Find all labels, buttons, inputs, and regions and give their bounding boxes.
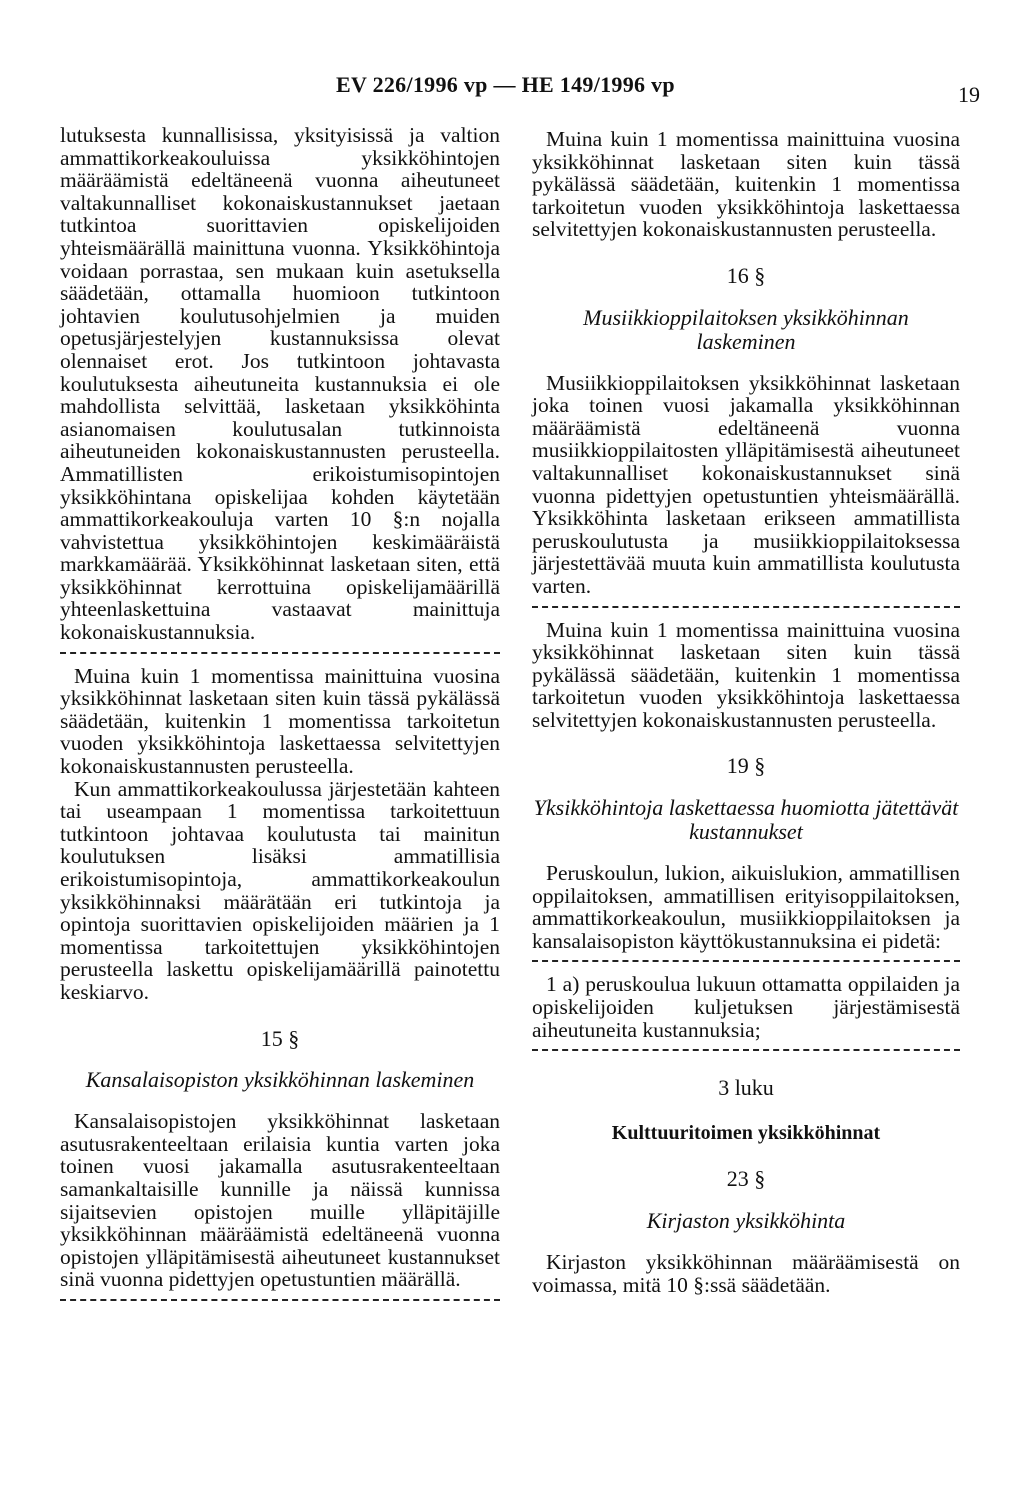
header-title: EV 226/1996 vp — HE 149/1996 vp: [336, 72, 675, 97]
left-paragraph-1: lutuksesta kunnallisissa, yksityisissä ja valtion ammattikorkeakouluissa yksikköhintojen määräämistä edeltäneenä vuonna aiheutuneet valtakunnalliset kokonaiskustannukset jaetaan tutkintoa suorittavien opiskelijoiden yhteismäärällä mainittuna vuonna. Yksikköhintoja voidaan porrastaa, sen mukaan kuin asetuksella säädetään, ottamalla huomioon tutkintoon johtavien koulutusohjelmien ja muiden opetusjärjestelyjen kustannuksissa olevat olennaiset erot. Jos tutkintoon johtavasta koulutuksesta aiheutuneita kustannuksia ei ole mahdollista selvittää, lasketaan yksikköhinta asianomaisen koulutusalan tutkinnoista aiheutuneiden kokonaiskustannusten perusteella. Ammatillisten erikoistumisopintojen yksikköhintana opiskelijaa kohden käytetään ammattikorkeakouluja varten 10 §:n nojalla vahvistettua yksikköhintojen keskimääräistä markkamäärää. Yksikköhinnat lasketaan siten, että yksikköhinnat kerrottuina opiskelijamäärillä yhteenlaskettuina vastaavat mainittuja kokonaiskustannuksia.: [60, 123, 500, 645]
page-number: 19: [958, 82, 980, 107]
omission-separator: [60, 652, 500, 654]
omission-separator: [532, 606, 960, 608]
right-paragraph-6: Kirjaston yksikköhinnan määräämisestä on voimassa, mitä 10 §:ssä säädetään.: [532, 1250, 960, 1297]
section-23-title: Kirjaston yksikköhinta: [646, 1208, 846, 1233]
omission-separator: [532, 1049, 960, 1051]
omission-separator: [60, 1299, 500, 1301]
right-paragraph-3: Muina kuin 1 momentissa mainittuina vuosina yksikköhinnat lasketaan siten kuin tässä pykälässä säädetään, kuitenkin 1 momentissa tarkoitetun vuoden yksikköhintoja laskettaessa selvitettyjen kokonaiskustannusten perusteella.: [532, 617, 960, 732]
section-16-title: Musiikkioppilaitoksen yksikköhinnan laskeminen: [583, 304, 909, 354]
chapter-number: 3 luku: [718, 1075, 774, 1101]
left-column: [60, 124, 500, 1312]
right-paragraph-5: 1 a) peruskoulua lukuun ottamatta oppilaiden ja opiskelijoiden kuljetuksen järjestämisestä aiheutuneita kustannuksia;: [532, 972, 960, 1042]
right-column: [532, 124, 960, 1296]
left-paragraph-4: Kansalaisopistojen yksikköhinnat lasketaan asutusrakenteeltaan erilaisia kuntia varten joka toinen vuosi jakamalla asutusrakenteeltaan samankaltaisille kunnille ja näissä kunnissa sijaitsevien opistojen muille ylläpitäjille yksikköhinnan määräämistä edeltäneenä vuonna opistojen ylläpitämisestä aiheutuneet kustannukset sinä vuonna pidettyjen opetustuntien määrällä.: [60, 1109, 500, 1292]
chapter-title: Kulttuuritoimen yksikköhinnat: [611, 1121, 881, 1144]
section-19-number: 19 §: [726, 753, 766, 779]
right-paragraph-1: Muina kuin 1 momentissa mainittuina vuosina yksikköhinnat lasketaan siten kuin tässä pykälässä säädetään, kuitenkin 1 momentissa tarkoitetun vuoden yksikköhintoja laskettaessa selvitettyjen kokonaiskustannusten perusteella.: [532, 127, 960, 242]
page-header: [0, 72, 1024, 112]
left-paragraph-3: Kun ammattikorkeakoulussa järjestetään kahteen tai useampaan 1 momentissa tarkoitettuun tutkintoon johtavaa koulutusta tai mainitun koulutuksen lisäksi ammatillisia erikoistumisopintoja, ammattikorkeakoulun yksikköhinnaksi määrätään eri tutkintoja ja opintoja suorittavien opiskelijoiden määrien ja 1 momentissa tarkoitettujen yksikköhintojen perusteella laskettu opiskelijamäärillä painotettu keskiarvo.: [60, 776, 500, 1004]
section-15-number: 15 §: [260, 1025, 300, 1051]
left-paragraph-2: Muina kuin 1 momentissa mainittuina vuosina yksikköhinnat lasketaan siten kuin tässä pykälässä säädetään, kuitenkin 1 momentissa tarkoitetun vuoden yksikköhintoja laskettaessa selvitettyjen kokonaiskustannusten perusteella.: [60, 663, 500, 779]
right-paragraph-4: Peruskoulun, lukion, aikuislukion, ammatillisen oppilaitoksen, ammatillisen erityisoppilaitoksen, ammattikorkeakoulun, musiikkioppilaitoksen ja kansalaisopiston käyttökustannuksina ei pidetä:: [532, 861, 960, 953]
omission-separator: [532, 960, 960, 962]
section-23-number: 23 §: [726, 1166, 766, 1192]
right-paragraph-2: Musiikkioppilaitoksen yksikköhinnat lasketaan joka toinen vuosi jakamalla yksikköhinnan määräämistä edeltäneenä vuonna musiikkioppilaitosten ylläpitämisestä aiheutuneet valtakunnalliset kokonaiskustannukset sinä vuonna pidettyjen opetustuntien yhteismäärällä. Yksikköhinta lasketaan erikseen ammatillista peruskoulutusta ja musiikkioppilaitoksessa järjestettävää muuta kuin ammatillista koulutusta varten.: [532, 370, 960, 598]
section-15-title: Kansalaisopiston yksikköhinnan laskeminen: [85, 1067, 475, 1093]
section-16-number: 16 §: [726, 262, 766, 288]
section-19-title: Yksikköhintoja laskettaessa huomiotta jätettävät kustannukset: [533, 795, 959, 845]
